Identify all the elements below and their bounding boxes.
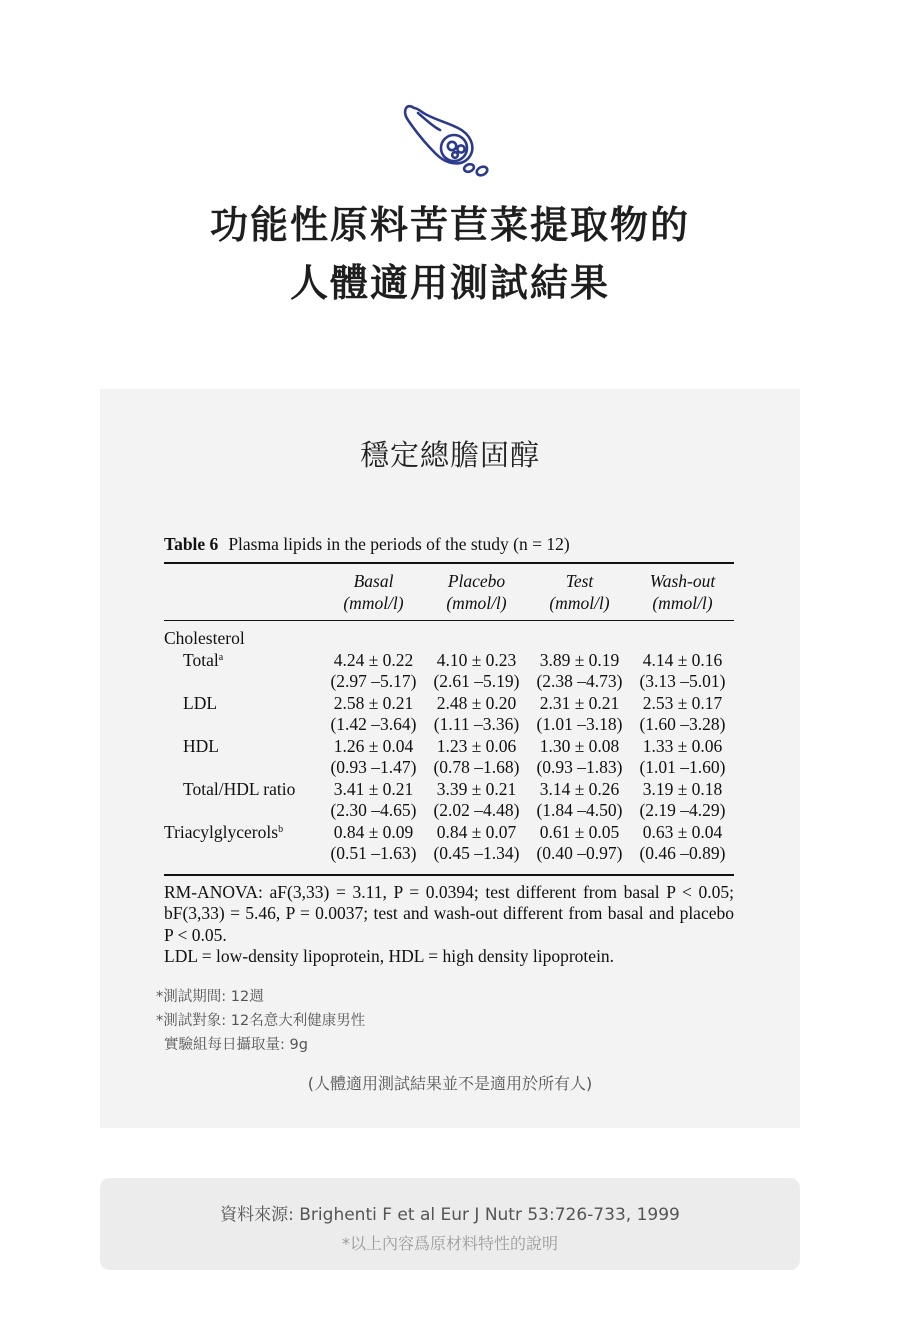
mean-cell: 3.89 ± 0.19	[539, 649, 620, 670]
source-box	[100, 1178, 800, 1270]
abbreviation-note: LDL = low-density lipoprotein, HDL = high density lipoprotein.	[164, 946, 615, 966]
row-label-text: Total/HDL ratio	[183, 778, 296, 799]
table-caption	[164, 532, 734, 562]
content-panel	[100, 389, 800, 1128]
range-cell: (1.42 –3.64)	[330, 714, 417, 734]
table-row	[164, 671, 734, 693]
table-caption-label: Table 6	[164, 534, 219, 554]
range-cell: (0.51 –1.63)	[330, 843, 417, 863]
study-subjects: *測試對象: 12名意大利健康男性	[156, 1013, 366, 1029]
table-row	[164, 714, 734, 736]
range-cell: (1.60 –3.28)	[639, 714, 726, 734]
mean-cell: 0.61 ± 0.05	[539, 821, 620, 842]
table-row	[164, 736, 734, 758]
study-notes	[156, 985, 365, 1057]
row-label-text: HDL	[183, 735, 219, 756]
range-cell: (0.78 –1.68)	[433, 757, 520, 777]
range-cell: (2.61 –5.19)	[433, 671, 520, 691]
section-heading: 穩定總膽固醇	[359, 438, 540, 472]
row-footnote-marker: a	[218, 651, 224, 663]
range-cell: (2.97 –5.17)	[330, 671, 417, 691]
range-cell: (2.02 –4.48)	[433, 800, 520, 820]
table-notes	[164, 876, 734, 968]
range-cell: (0.46 –0.89)	[639, 843, 726, 863]
source-citation: 資料來源: Brighenti F et al Eur J Nutr 53:726-733, 1999	[220, 1205, 680, 1225]
row-label	[164, 693, 322, 715]
group-label: Cholesterol	[164, 628, 245, 648]
range-cell: (2.30 –4.65)	[330, 800, 417, 820]
row-label-text: Total	[183, 649, 219, 670]
column-unit: (mmol/l)	[652, 593, 713, 613]
table-header	[164, 570, 734, 614]
mean-cell: 3.19 ± 0.18	[642, 778, 723, 799]
mean-cell: 0.63 ± 0.04	[642, 821, 723, 842]
range-cell: (2.19 –4.29)	[639, 800, 726, 820]
plasma-lipids-table	[164, 532, 734, 968]
source-note: *以上內容爲原材料特性的說明	[341, 1234, 558, 1253]
table-row	[164, 757, 734, 779]
table-row	[164, 822, 734, 844]
range-cell: (3.13 –5.01)	[639, 671, 726, 691]
table-row	[164, 650, 734, 672]
range-cell: (1.01 –1.60)	[639, 757, 726, 777]
mean-cell: 3.14 ± 0.26	[539, 778, 620, 799]
range-cell: (0.93 –1.47)	[330, 757, 417, 777]
study-period: *測試期間: 12週	[156, 989, 264, 1005]
row-label-text: LDL	[183, 692, 218, 713]
column-header: Test	[565, 571, 594, 591]
mean-cell: 3.39 ± 0.21	[436, 778, 517, 799]
row-label	[164, 779, 322, 801]
row-label	[164, 822, 322, 844]
chicory-root-icon	[402, 96, 498, 182]
table-row	[164, 693, 734, 715]
row-footnote-marker: b	[278, 823, 284, 835]
table-row	[164, 843, 734, 865]
range-cell: (0.40 –0.97)	[536, 843, 623, 863]
column-header: Placebo	[447, 571, 506, 591]
daily-intake: 實驗組每日攝取量: 9g	[164, 1037, 308, 1053]
mean-cell: 0.84 ± 0.07	[436, 821, 517, 842]
mean-cell: 4.24 ± 0.22	[333, 649, 414, 670]
column-unit: (mmol/l)	[446, 593, 507, 613]
page-title-line1: 功能性原料苦苣菜提取物的	[209, 203, 690, 247]
column-header: Wash-out	[649, 571, 716, 591]
column-unit: (mmol/l)	[343, 593, 404, 613]
row-label-text: Triacylglycerols	[164, 821, 279, 842]
mean-cell: 1.33 ± 0.06	[642, 735, 723, 756]
row-label	[164, 736, 322, 758]
table-body	[164, 628, 734, 865]
mean-cell: 1.30 ± 0.08	[539, 735, 620, 756]
anova-note: RM-ANOVA: aF(3,33) = 3.11, P = 0.0394; test different from basal P < 0.05; bF(3,33) = 5.46, P = 0.0037; test and wash-out different from basal and placebo P < 0.05.	[164, 881, 734, 945]
mean-cell: 4.10 ± 0.23	[436, 649, 517, 670]
table-caption-text: Plasma lipids in the periods of the study (n = 12)	[228, 534, 570, 554]
range-cell: (0.45 –1.34)	[433, 843, 520, 863]
mean-cell: 1.26 ± 0.04	[333, 735, 414, 756]
mean-cell: 2.58 ± 0.21	[333, 692, 414, 713]
mean-cell: 2.48 ± 0.20	[436, 692, 517, 713]
mean-cell: 3.41 ± 0.21	[333, 778, 414, 799]
column-header: Basal	[353, 571, 394, 591]
mean-cell: 1.23 ± 0.06	[436, 735, 517, 756]
range-cell: (1.01 –3.18)	[536, 714, 623, 734]
range-cell: (0.93 –1.83)	[536, 757, 623, 777]
disclaimer: (人體適用測試結果並不是適用於所有人)	[307, 1074, 593, 1093]
mean-cell: 0.84 ± 0.09	[333, 821, 414, 842]
page-title-line2: 人體適用測試結果	[289, 261, 610, 305]
page-title	[0, 196, 900, 312]
column-unit: (mmol/l)	[549, 593, 610, 613]
table-row	[164, 779, 734, 801]
table-row	[164, 800, 734, 822]
row-label	[164, 650, 322, 672]
mean-cell: 2.53 ± 0.17	[642, 692, 723, 713]
range-cell: (1.84 –4.50)	[536, 800, 623, 820]
range-cell: (2.38 –4.73)	[536, 671, 623, 691]
range-cell: (1.11 –3.36)	[433, 714, 520, 734]
mean-cell: 2.31 ± 0.21	[539, 692, 620, 713]
mean-cell: 4.14 ± 0.16	[642, 649, 723, 670]
